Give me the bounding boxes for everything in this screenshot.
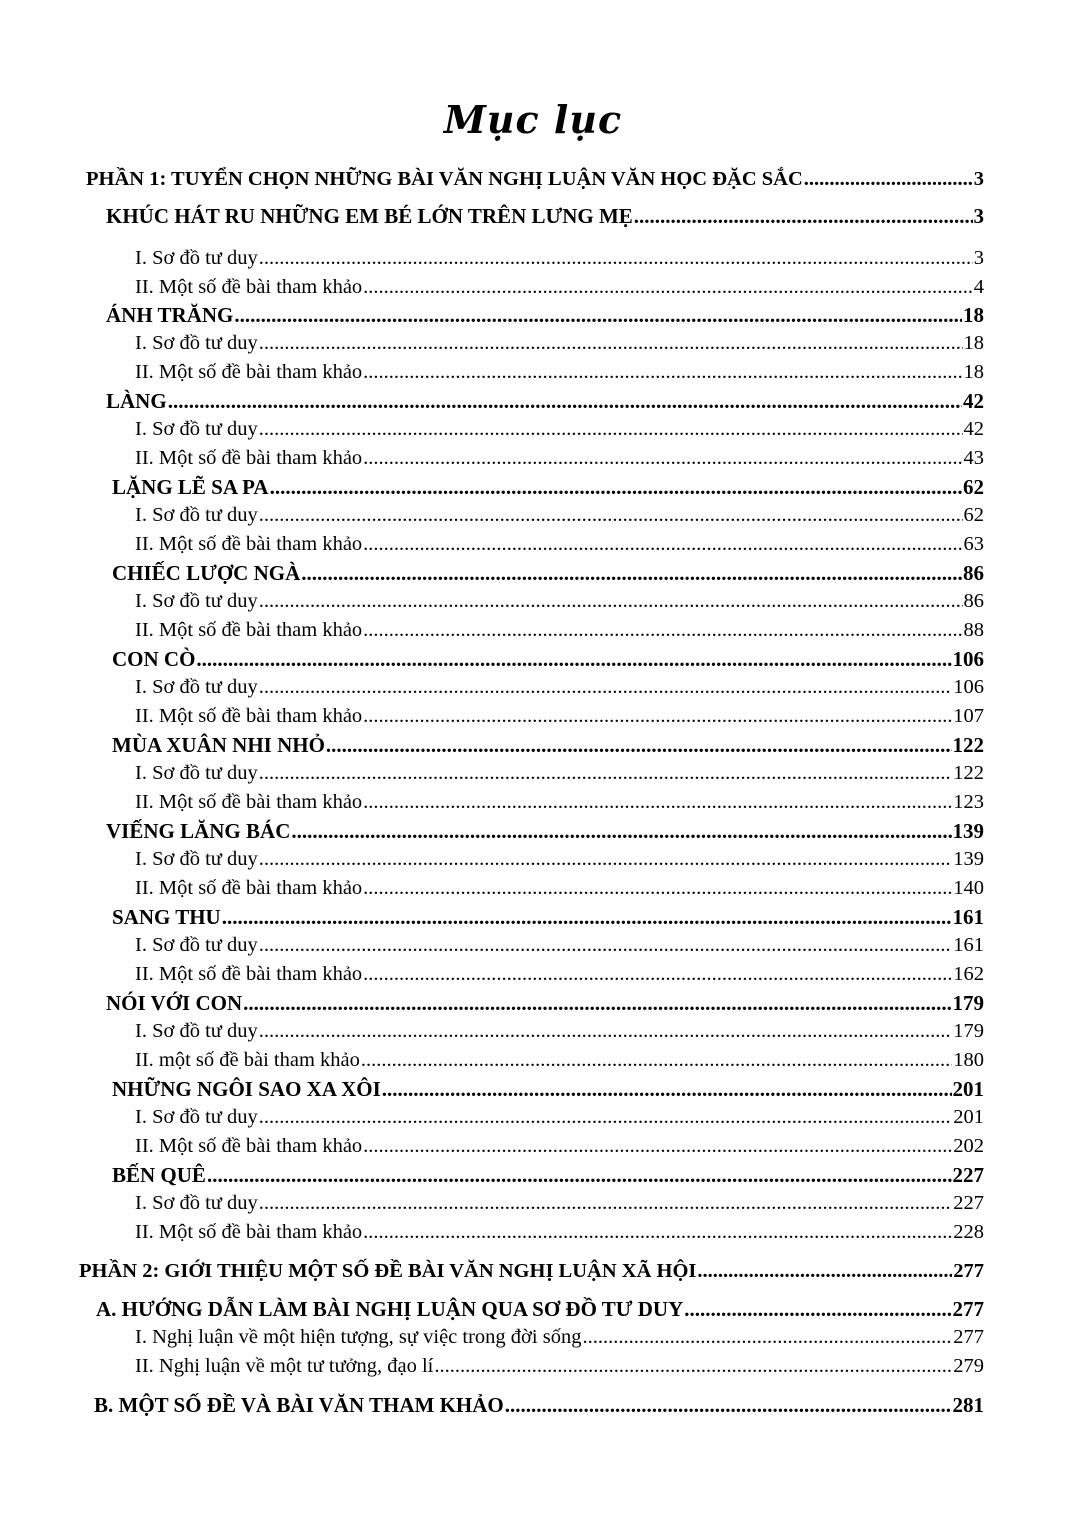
toc-entry-page-number: 42 (963, 418, 984, 440)
toc-subsection[interactable] (135, 702, 984, 730)
toc-entry-page-number: 42 (963, 389, 984, 413)
toc-entry-page-number: 18 (963, 332, 984, 354)
toc-entry-title: II. Một số đề bài tham khảo (135, 533, 363, 555)
toc-entry-title: I. Sơ đồ tư duy (135, 247, 258, 269)
toc-subsection[interactable] (135, 244, 984, 272)
toc-subsection[interactable] (135, 1352, 984, 1380)
toc-entry-page-number: 88 (963, 619, 984, 641)
toc-entry-page-number: 86 (963, 590, 984, 612)
toc-entry-title: I. Sơ đồ tư duy (135, 762, 258, 784)
toc-entry-page-number: 107 (953, 705, 984, 727)
dot-leader (363, 1218, 952, 1246)
toc-entry-page-number: 179 (952, 991, 984, 1015)
toc-entry-page-number: 161 (953, 934, 984, 956)
toc-entry-page-number: 86 (963, 561, 984, 585)
toc-entry-page-number: 4 (973, 276, 984, 298)
toc-entry-page-number: 179 (953, 1020, 984, 1042)
toc-chapter[interactable] (112, 1075, 984, 1103)
toc-subsection[interactable] (135, 444, 984, 472)
dot-leader (259, 931, 953, 959)
toc-entry-page-number: 3 (973, 168, 984, 190)
toc-subsection[interactable] (135, 273, 984, 301)
toc-entry-title: II. Một số đề bài tham khảo (135, 963, 363, 985)
toc-entry-title: PHẦN 1: TUYỂN CHỌN NHỮNG BÀI VĂN NGHỊ LUẬN VĂN HỌC ĐẶC SẮC (86, 168, 803, 190)
toc-entry-page-number: 62 (963, 504, 984, 526)
dot-leader (259, 501, 963, 529)
toc-chapter[interactable] (106, 387, 984, 415)
dot-leader (326, 731, 952, 759)
dot-leader (234, 301, 962, 329)
toc-chapter[interactable] (112, 903, 984, 931)
toc-subsection[interactable] (135, 329, 984, 357)
dot-leader (363, 358, 962, 386)
toc-entry-page-number: 139 (952, 819, 984, 843)
toc-entry-title: I. Sơ đồ tư duy (135, 934, 258, 956)
toc-entry-page-number: 277 (953, 1326, 984, 1348)
toc-entry-title: I. Sơ đồ tư duy (135, 1192, 258, 1214)
toc-subsection[interactable] (135, 501, 984, 529)
toc-entry-title: PHẦN 2: GIỚI THIỆU MỘT SỐ ĐỀ BÀI VĂN NGHỊ LUẬN XÃ HỘI (79, 1260, 697, 1282)
toc-part[interactable] (86, 165, 984, 193)
toc-entry-page-number: 122 (953, 762, 984, 784)
toc-subsection[interactable] (135, 1132, 984, 1160)
dot-leader (259, 1103, 953, 1131)
table-of-contents (0, 165, 1066, 1425)
toc-entry-page-number: 277 (953, 1260, 984, 1282)
toc-entry-page-number: 201 (953, 1106, 984, 1128)
toc-entry-title: CHIẾC LƯỢC NGÀ (112, 561, 301, 585)
dot-leader (243, 989, 951, 1017)
toc-subsection[interactable] (135, 874, 984, 902)
toc-entry-title: I. Sơ đồ tư duy (135, 1020, 258, 1042)
toc-entry-page-number: 227 (953, 1192, 984, 1214)
toc-subsection[interactable] (135, 1189, 984, 1217)
toc-entry-page-number: 123 (953, 791, 984, 813)
toc-entry-title: I. Sơ đồ tư duy (135, 676, 258, 698)
toc-entry-title: ÁNH TRĂNG (106, 303, 234, 327)
toc-entry-page-number: 281 (952, 1393, 984, 1417)
toc-subsection[interactable] (135, 788, 984, 816)
toc-entry-page-number: 63 (963, 533, 984, 555)
dot-leader (222, 903, 952, 931)
toc-chapter[interactable] (112, 645, 984, 673)
dot-leader (259, 587, 963, 615)
dot-leader (168, 387, 962, 415)
toc-subsection[interactable] (135, 1046, 984, 1074)
toc-chapter[interactable] (112, 473, 984, 501)
dot-leader (684, 1295, 951, 1323)
toc-entry-page-number: 180 (953, 1049, 984, 1071)
dot-leader (259, 759, 953, 787)
toc-entry-title: I. Sơ đồ tư duy (135, 848, 258, 870)
dot-leader (434, 1352, 952, 1380)
toc-entry-title: NHỮNG NGÔI SAO XA XÔI (112, 1077, 381, 1101)
dot-leader (259, 329, 963, 357)
toc-entry-page-number: 122 (952, 733, 984, 757)
dot-leader (259, 845, 953, 873)
toc-entry-page-number: 228 (953, 1221, 984, 1243)
dot-leader (259, 673, 953, 701)
toc-entry-title: I. Sơ đồ tư duy (135, 1106, 258, 1128)
dot-leader (363, 1132, 952, 1160)
toc-subsection[interactable] (135, 673, 984, 701)
toc-entry-title: I. Sơ đồ tư duy (135, 418, 258, 440)
toc-entry-title: SANG THU (112, 905, 221, 929)
dot-leader (804, 165, 973, 193)
toc-chapter[interactable] (112, 731, 984, 759)
dot-leader (382, 1075, 952, 1103)
toc-subsection[interactable] (135, 1017, 984, 1045)
toc-entry-title: I. Sơ đồ tư duy (135, 590, 258, 612)
toc-entry-page-number: 227 (952, 1163, 984, 1187)
toc-entry-title: II. Một số đề bài tham khảo (135, 447, 363, 469)
toc-chapter[interactable] (106, 202, 984, 230)
toc-part[interactable] (79, 1257, 984, 1285)
toc-entry-title: II. Nghị luận về một tư tưởng, đạo lí (135, 1355, 434, 1377)
dot-leader (259, 1017, 953, 1045)
toc-entry-page-number: 161 (952, 905, 984, 929)
toc-entry-page-number: 43 (963, 447, 984, 469)
toc-entry-page-number: 201 (952, 1077, 984, 1101)
toc-chapter[interactable] (106, 989, 984, 1017)
toc-entry-title: II. Một số đề bài tham khảo (135, 791, 363, 813)
toc-entry-page-number: 18 (963, 361, 984, 383)
toc-entry-page-number: 3 (973, 204, 984, 228)
toc-entry-title: II. Một số đề bài tham khảo (135, 1135, 363, 1157)
toc-entry-title: LÀNG (106, 389, 167, 413)
toc-entry-page-number: 106 (953, 676, 984, 698)
toc-entry-page-number: 140 (953, 877, 984, 899)
dot-leader (363, 273, 973, 301)
toc-chapter[interactable] (94, 1391, 984, 1419)
toc-entry-title: VIẾNG LĂNG BÁC (106, 819, 291, 843)
toc-entry-title: I. Nghị luận về một hiện tượng, sự việc trong đời sống (135, 1326, 582, 1348)
dot-leader (634, 202, 973, 230)
page-title: Mục lục (443, 97, 623, 142)
toc-entry-title: A. HƯỚNG DẪN LÀM BÀI NGHỊ LUẬN QUA SƠ ĐỒ TƯ DUY (96, 1297, 684, 1321)
toc-entry-page-number: 62 (963, 475, 984, 499)
toc-entry-page-number: 202 (953, 1135, 984, 1157)
toc-entry-title: II. Một số đề bài tham khảo (135, 361, 363, 383)
toc-subsection[interactable] (135, 759, 984, 787)
toc-entry-title: CON CÒ (112, 647, 196, 671)
dot-leader (196, 645, 951, 673)
toc-subsection[interactable] (135, 415, 984, 443)
dot-leader (363, 444, 962, 472)
toc-entry-page-number: 106 (952, 647, 984, 671)
toc-subsection[interactable] (135, 1323, 984, 1351)
dot-leader (259, 244, 973, 272)
toc-subsection[interactable] (135, 587, 984, 615)
toc-entry-page-number: 18 (963, 303, 984, 327)
dot-leader (363, 530, 962, 558)
toc-subsection[interactable] (135, 1103, 984, 1131)
toc-entry-title: II. Một số đề bài tham khảo (135, 276, 363, 298)
toc-entry-page-number: 162 (953, 963, 984, 985)
toc-entry-page-number: 277 (952, 1297, 984, 1321)
toc-entry-title: NÓI VỚI CON (106, 991, 243, 1015)
dot-leader (363, 702, 952, 730)
dot-leader (505, 1391, 952, 1419)
toc-entry-page-number: 3 (973, 247, 984, 269)
dot-leader (697, 1257, 952, 1285)
dot-leader (363, 874, 952, 902)
toc-entry-title: BẾN QUÊ (112, 1163, 206, 1187)
toc-chapter[interactable] (96, 1295, 984, 1323)
dot-leader (207, 1161, 952, 1189)
toc-entry-title: II. Một số đề bài tham khảo (135, 1221, 363, 1243)
toc-entry-title: II. Một số đề bài tham khảo (135, 705, 363, 727)
dot-leader (259, 1189, 953, 1217)
toc-entry-title: LẶNG LẼ SA PA (112, 475, 269, 499)
toc-entry-title: II. Một số đề bài tham khảo (135, 877, 363, 899)
dot-leader (361, 1046, 952, 1074)
toc-entry-title: II. một số đề bài tham khảo (135, 1049, 360, 1071)
toc-entry-title: KHÚC HÁT RU NHỮNG EM BÉ LỚN TRÊN LƯNG MẸ (106, 204, 633, 228)
toc-subsection[interactable] (135, 358, 984, 386)
toc-subsection[interactable] (135, 1218, 984, 1246)
toc-subsection[interactable] (135, 931, 984, 959)
toc-entry-title: I. Sơ đồ tư duy (135, 504, 258, 526)
dot-leader (363, 788, 952, 816)
dot-leader (259, 415, 963, 443)
dot-leader (363, 616, 962, 644)
toc-chapter[interactable] (106, 817, 984, 845)
toc-entry-title: B. MỘT SỐ ĐỀ VÀ BÀI VĂN THAM KHẢO (94, 1393, 504, 1417)
toc-chapter[interactable] (112, 559, 984, 587)
toc-entry-page-number: 279 (953, 1355, 984, 1377)
dot-leader (301, 559, 962, 587)
toc-subsection[interactable] (135, 530, 984, 558)
dot-leader (363, 960, 952, 988)
toc-subsection[interactable] (135, 845, 984, 873)
toc-entry-title: II. Một số đề bài tham khảo (135, 619, 363, 641)
toc-entry-title: MÙA XUÂN NHI NHỎ (112, 733, 325, 757)
toc-entry-page-number: 139 (953, 848, 984, 870)
dot-leader (291, 817, 951, 845)
toc-entry-title: I. Sơ đồ tư duy (135, 332, 258, 354)
dot-leader (582, 1323, 952, 1351)
toc-chapter[interactable] (112, 1161, 984, 1189)
toc-subsection[interactable] (135, 960, 984, 988)
toc-subsection[interactable] (135, 616, 984, 644)
toc-chapter[interactable] (106, 301, 984, 329)
dot-leader (270, 473, 962, 501)
